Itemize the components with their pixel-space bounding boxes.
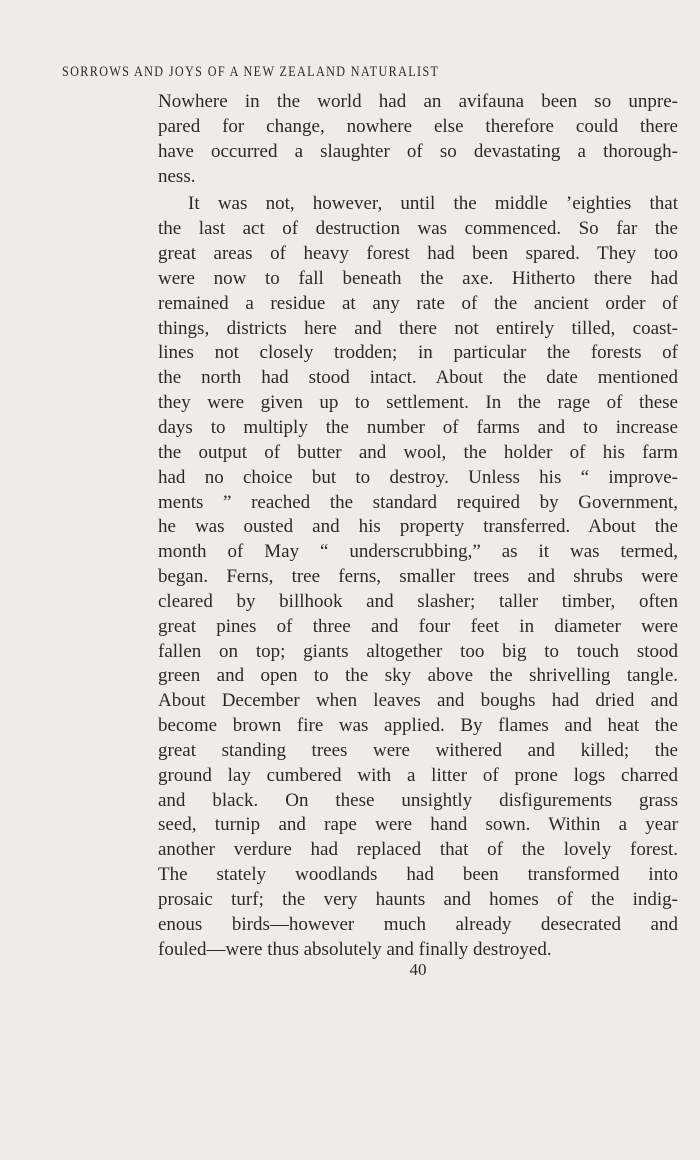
text-line: ground lay cumbered with a litter of prone logs charred — [158, 764, 678, 786]
text-line: ments ” reached the standard required by Government, — [158, 491, 678, 513]
text-line: become brown fire was applied. By flames and heat the — [158, 715, 678, 737]
text-line: had no choice but to destroy. Unless his “ improve- — [158, 466, 678, 488]
text-line: fouled—were thus absolutely and finally destroyed. — [158, 938, 552, 960]
page-number: 40 — [409, 960, 427, 979]
text-line: he was ousted and his property transferred. About the — [158, 516, 678, 538]
text-line: great standing trees were withered and killed; the — [158, 739, 678, 761]
text-line: were now to fall beneath the axe. Hitherto there had — [158, 267, 678, 289]
text-line: things, districts here and there not entirely tilled, coast- — [158, 317, 678, 339]
text-line: they were given up to settlement. In the rage of these — [158, 392, 678, 414]
text-line: ness. — [158, 165, 196, 187]
running-head: SORROWS AND JOYS OF A NEW ZEALAND NATURALIST — [62, 64, 440, 80]
text-line: days to multiply the number of farms and to increase — [158, 416, 678, 438]
text-line: seed, turnip and rape were hand sown. Within a year — [158, 814, 678, 836]
text-line: cleared by billhook and slasher; taller timber, often — [158, 590, 678, 612]
paragraph — [158, 90, 678, 189]
text-line: fallen on top; giants altogether too big to touch stood — [158, 640, 678, 662]
text-line: the output of butter and wool, the holder of his farm — [158, 441, 678, 463]
text-line: pared for change, nowhere else therefore could there — [158, 115, 678, 137]
text-line: The stately woodlands had been transformed into — [158, 864, 678, 886]
body-text — [158, 90, 678, 963]
text-line: prosaic turf; the very haunts and homes of the indig- — [158, 889, 678, 910]
text-line: It was not, however, until the middle ’eighties that — [188, 193, 678, 215]
text-line: enous birds—however much already desecrated and — [158, 913, 678, 935]
text-line: the north had stood intact. About the date mentioned — [158, 367, 678, 389]
text-line: lines not closely trodden; in particular the forests of — [158, 342, 678, 364]
text-line: great areas of heavy forest had been spared. They too — [158, 243, 678, 265]
text-line: another verdure had replaced that of the lovely forest. — [158, 839, 678, 861]
text-line: Nowhere in the world had an avifauna been so unpre- — [158, 91, 678, 112]
text-line: month of May “ underscrubbing,” as it was termed, — [158, 541, 678, 563]
text-line: About December when leaves and boughs had dried and — [158, 690, 678, 712]
text-line: began. Ferns, tree ferns, smaller trees and shrubs were — [158, 566, 678, 588]
text-line: remained a residue at any rate of the ancient order of — [158, 292, 678, 314]
text-line: green and open to the sky above the shrivelling tangle. — [158, 665, 678, 687]
paragraph — [158, 192, 678, 962]
text-line: great pines of three and four feet in diameter were — [158, 615, 678, 637]
text-line: and black. On these unsightly disfigurements grass — [158, 789, 678, 811]
text-line: the last act of destruction was commenced. So far the — [158, 218, 678, 240]
text-line: have occurred a slaughter of so devastating a thorough- — [158, 140, 678, 162]
